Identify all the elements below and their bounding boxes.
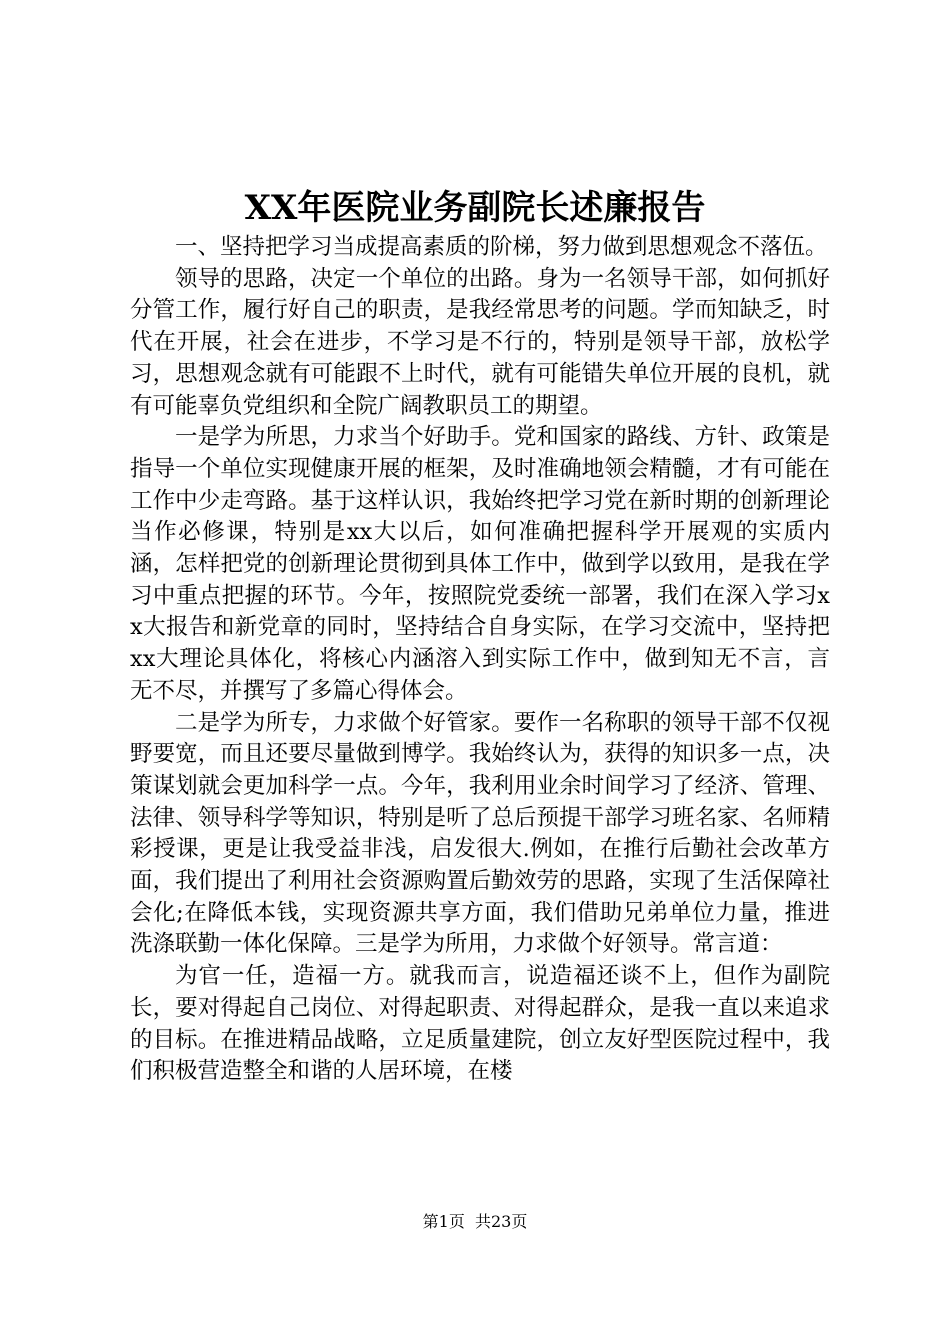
document-title: XX年医院业务副院长述廉报告 [244,188,706,228]
paragraph-3: 一是学为所思，力求当个好助手。党和国家的路线、方针、政策是指导一个单位实现健康开展的框架，及时准确地领会精髓，才有可能在工作中少走弯路。基于这样认识，我始终把学习党在新时期的创新理论当作必修课，特别是xx大以后，如何准确把握科学开展观的实质内涵，怎样把党的创新理论贯彻到具体工作中，做到学以致用，是我在学习中重点把握的环节。今年，按照院党委统一部署，我们在深入学习xx大报告和新党章的同时，坚持结合自身实际，在学习交流中，坚持把xx大理论具体化，将核心内涵溶入到实际工作中，做到知无不言，言无不尽，并撰写了多篇心得体会。 [130,424,830,704]
paragraph-1: 一、坚持把学习当成提高素质的阶梯，努力做到思想观念不落伍。 [175,234,828,260]
page-number: 第1页 共23页 [422,1212,528,1231]
paragraph-5: 为官一任，造福一方。就我而言，说造福还谈不上，但作为副院长，要对得起自己岗位、对得起职责、对得起群众，是我一直以来追求的目标。在推进精品战略，立足质量建院，创立友好型医院过程中，我们积极营造整全和谐的人居环境，在楼 [130,963,830,1085]
paragraph-2: 领导的思路，决定一个单位的出路。身为一名领导干部，如何抓好分管工作，履行好自己的职责，是我经常思考的问题。学而知缺乏，时代在开展，社会在进步，不学习是不行的，特别是领导干部，放松学习，思想观念就有可能跟不上时代，就有可能错失单位开展的良机，就有可能辜负党组织和全院广阔教职员工的期望。 [130,265,830,419]
paragraph-4: 二是学为所专，力求做个好管家。要作一名称职的领导干部不仅视野要宽，而且还要尽量做到博学。我始终认为，获得的知识多一点，决策谋划就会更加科学一点。今年，我利用业余时间学习了经济、管理、法律、领导科学等知识，特别是听了总后预提干部学习班名家、名师精彩授课，更是让我受益非浅，启发很大.例如，在推行后勤社会改革方面，我们提出了利用社会资源购置后勤效劳的思路，实现了生活保障社会化;在降低本钱，实现资源共享方面，我们借助兄弟单位力量，推进洗涤联勤一体化保障。三是学为所用，力求做个好领导。常言道： [130,709,830,958]
document-body [130,232,830,1088]
page-footer [0,1212,950,1232]
